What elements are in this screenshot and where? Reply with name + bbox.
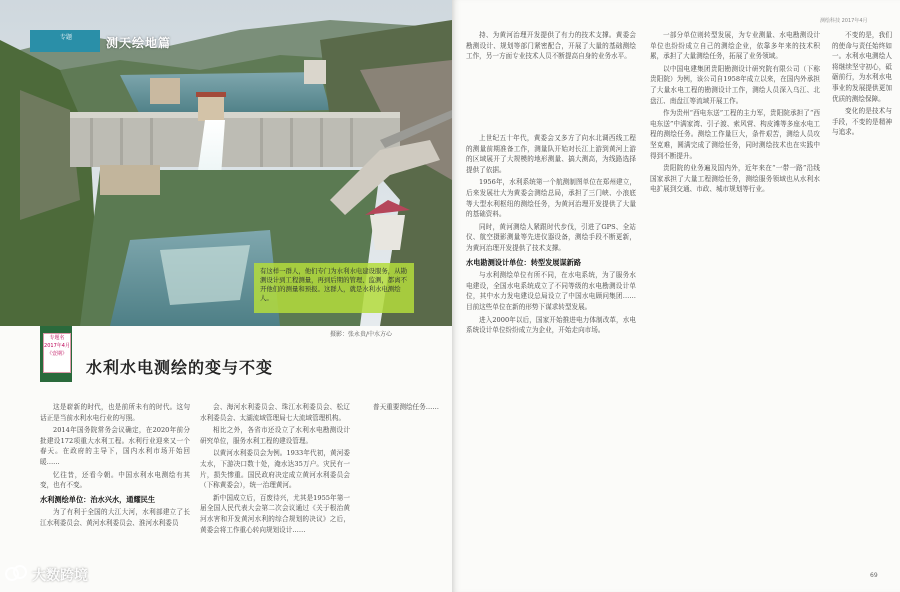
paragraph: 不变的是，我们的使命与责任始终如一。水利水电测绘人将继续坚守初心，砥砺前行，为水利水电事业的发展提供更加优质的测绘保障。 <box>832 31 892 103</box>
paragraph: 一部分单位则转型发展，为专业测量、水电勘测设计单位也纷纷成立自己的测绘企业，依靠多年来的技术积累，承担了大量测绘任务，拓展了业务领域。 <box>650 31 820 61</box>
paragraph: 贵阳院的业务遍及国内外，近年来在“一带一路”沿线国家承担了大量工程测绘任务，测绘服务领域也从水利水电扩展到交通、市政、城市规划等行业。 <box>650 164 820 194</box>
column-right-1 <box>466 133 636 338</box>
column-left-1 <box>40 402 190 531</box>
page-number: 69 <box>870 572 878 579</box>
paragraph: 为了有利于全国的大江大河，水利部建立了长江水利委员会、黄河水利委员会、淮河水利委员 <box>40 508 190 527</box>
paragraph: 1956年，水利系统第一个航测制图单位在郑州建立，后来发展壮大为黄委会测绘总局，承担了三门峡、小浪底等大型水利枢纽的测绘任务，为黄河治理开发提供了大量的基础资料。 <box>466 178 636 219</box>
watermark-logo-icon <box>4 562 28 584</box>
column-right-2 <box>650 30 820 197</box>
paragraph: 2014年国务院常务会议确定，在2020年前分批建设172项重大水利工程。水利行业迎来又一个春天。在政府的主导下，国内水利市场开始回暖…… <box>40 426 190 466</box>
paragraph: 同时，黄河测绘人紧跟时代步伐，引进了GPS、全站仪、航空摄影测量等先进仪器设备，测绘手段不断更新，为黄河治理开发提供了技术支撑。 <box>466 222 636 252</box>
column-right-3 <box>832 30 892 140</box>
article-title: 水利水电测绘的变与不变 <box>86 358 274 377</box>
paragraph: 忆往昔，还看今朝。中国水利水电测绘有其变，也有不变。 <box>40 470 190 490</box>
paragraph: 上世纪五十年代，黄委会又多方了向水北调西线工程的测量前期准备工作，测量队开始对长江上游到黄河上游的区域展开了大规模的地形测量、搞大测高，为线路选择提供了依据。 <box>466 134 636 174</box>
subheading: 水电勘测设计单位：转型发展谋新路 <box>466 257 582 267</box>
paragraph: 以中国电建集团贵阳勘测设计研究院有限公司（下称贵阳院）为例，该公司自1958年成立以来，在国内外承担了大量水电工程的勘测设计工作，测绘人员深入乌江、北盘江、南盘江等流域开展工作。 <box>650 64 820 105</box>
paragraph: 变化的是技术与手段，不变的是精神与追求。 <box>832 107 892 137</box>
issue-line1: 专题名 <box>49 335 65 341</box>
paragraph: 作为贵州“西电东送”工程的主力军，贵阳院承担了“西电东送”中满家湾、引子渡、索风营、构皮滩等多座水电工程的测绘任务。测绘工作量巨大，条件艰苦，测绘人员攻坚克难，圆满完成了测绘任务，同时测绘技术也在实践中得到不断提升。 <box>650 109 820 160</box>
paragraph: 新中国成立后，百废待兴，尤其是1955年第一届全国人民代表大会第二次会议通过《关于根治黄河水害和开发黄河水利的综合规划的决议》之后，黄委会将工作重心转向规划设计…… <box>200 493 350 534</box>
section-tab-label: 专题 <box>60 34 73 41</box>
section-title: 测天绘地篇 <box>106 36 172 50</box>
paragraph: 会、海河水利委员会、珠江水利委员会、松辽水利委员会、太湖流域管理局七大流域管理机构。 <box>200 403 350 422</box>
column-right-0 <box>466 30 636 64</box>
column-left-2 <box>200 402 350 537</box>
paragraph: 这是崭新的时代，也是前所未有的时代。这句话正是当前水利水电行业的写照。 <box>40 403 190 422</box>
paragraph: 与水利测绘单位有所不同，在水电系统，为了服务水电建设，全国水电系统成立了不同等级的水电勘测设计单位，其中水力发电建设总局设立了中国水电顾问集团……目前这些单位在新的形势下谋求转型发展。 <box>466 271 636 311</box>
issue-line3: 《壹期》 <box>46 351 67 357</box>
running-header: 测绘科技 2017年4月 <box>820 18 868 24</box>
subheading: 水利测绘单位：治水兴水，通耀民生 <box>40 494 156 504</box>
column-left-3 <box>360 402 440 415</box>
issue-box <box>43 333 71 373</box>
pull-quote: 有这样一群人，他们专门为水利水电建设服务，从勘测设计到工程测量，再到后期的管理、监测，都离不开他们的测量和预报。这群人，就是水利水电测绘人。 <box>254 263 414 313</box>
paragraph: 相比之外，各省市还设立了水利水电勘测设计研究单位，服务水利工程的建设管理。 <box>200 426 350 445</box>
paragraph: 普天重要测绘任务…… <box>373 403 439 411</box>
paragraph: 进入2000年以后，国家开始推进电力体制改革，水电系统设计单位纷纷成立为企业，开始走向市场。 <box>466 315 636 335</box>
issue-line2: 2017年4月 <box>44 343 70 349</box>
watermark-text: 大数跨境 <box>32 568 88 584</box>
photo-credit: 摄影：张永贵/中水方心 <box>330 331 393 338</box>
paragraph: 持、为黄河治理开发提供了有力的技术支撑。黄委会勘测设计、规划等部门紧密配合，开展了大量的基础测绘工作，另一方面专业技术人员不断提高自身的业务水平。 <box>466 31 636 61</box>
paragraph: 以黄河水利委员会为例。1933年代初，黄河委太水，下游决口数十处，淹水达35万户。灾民有一片，损失惨重。国民政府决定成立黄河水利委员会（下称黄委会），统一治理黄河。 <box>200 449 350 490</box>
